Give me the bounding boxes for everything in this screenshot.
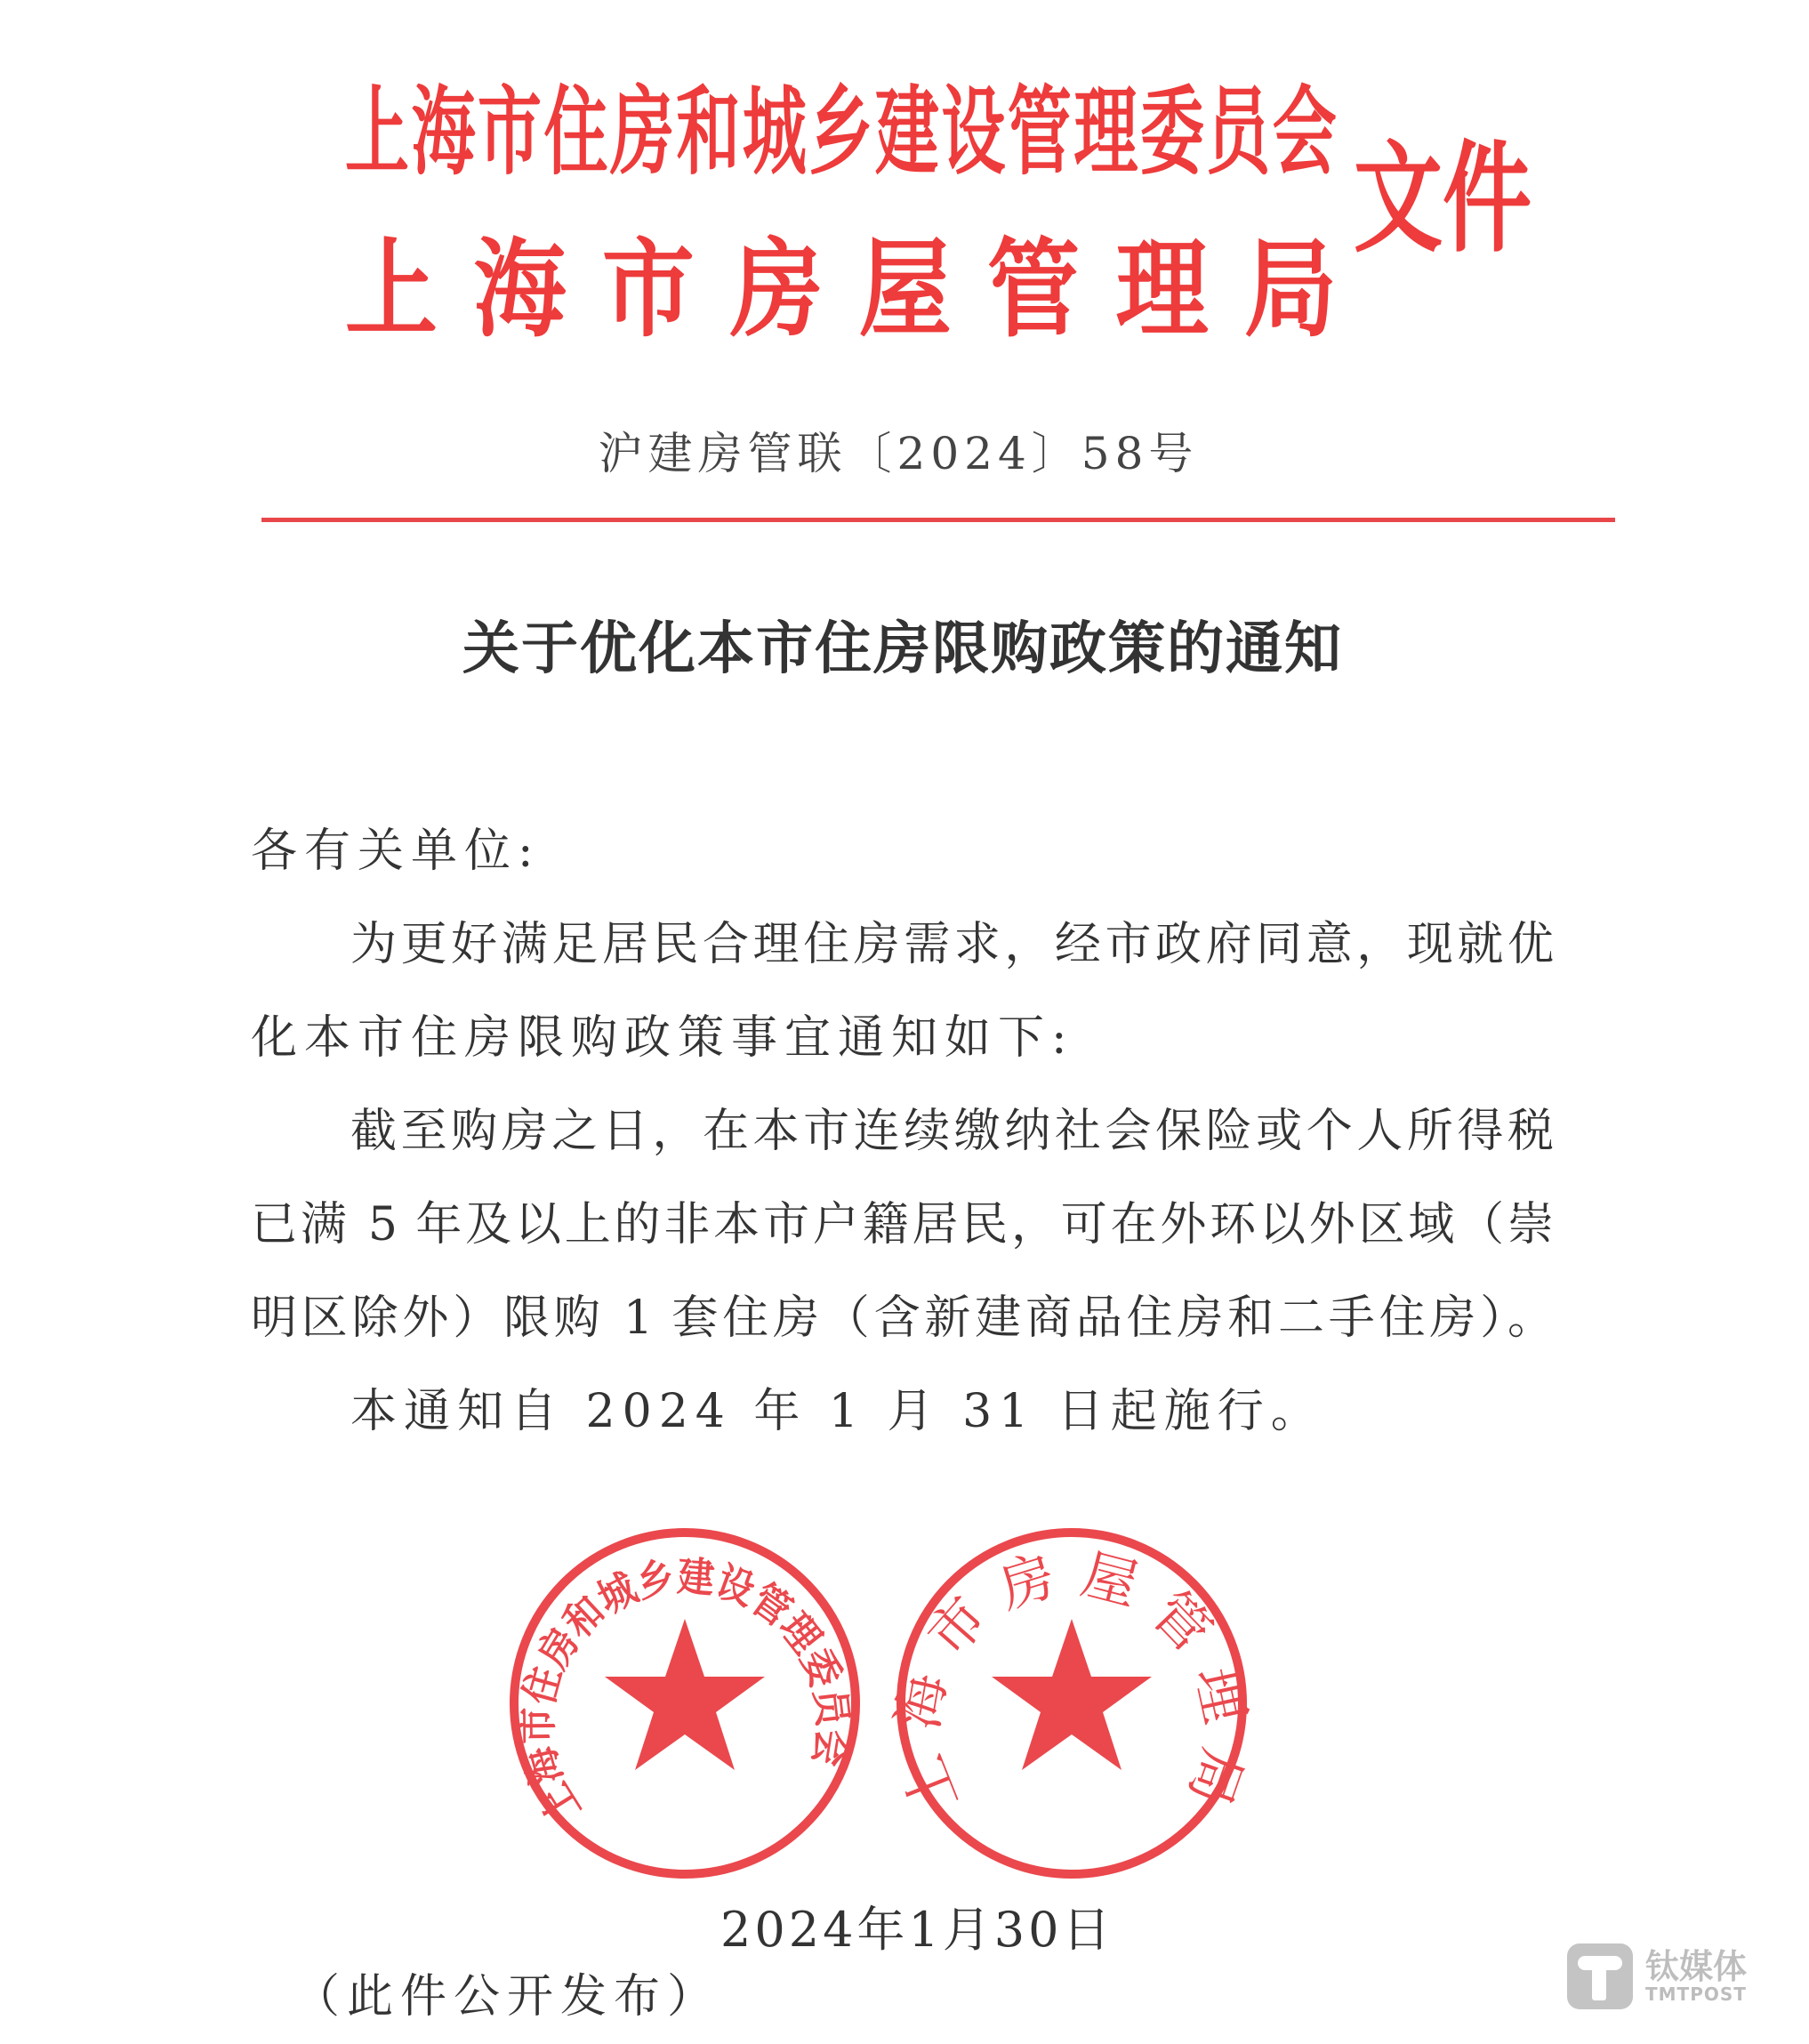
star-icon (992, 1619, 1152, 1770)
issuer-char: 员 (1206, 76, 1271, 188)
issuer-char: 海 (411, 76, 476, 188)
red-divider (261, 518, 1615, 522)
seal-left-text: 上海市住房和城乡建设管理委员会 (512, 1551, 858, 1831)
issuer-char: 会 (1272, 76, 1337, 188)
official-seal-right (885, 1517, 1258, 1890)
issuer-char: 上 (345, 227, 438, 352)
issuer-char: 市 (601, 227, 695, 352)
issuer-char: 屋 (858, 227, 952, 352)
issuer-char: 设 (941, 76, 1006, 188)
issuer-char: 管 (1007, 76, 1072, 188)
paragraph-1-line-2: 化本市住房限购政策事宜通知如下: (251, 1011, 1074, 1065)
issuer-line-1 (345, 76, 1337, 188)
issuer-char: 房 (730, 227, 824, 352)
issuer-char: 乡 (808, 76, 873, 188)
document-number: 沪建房管联〔2024〕58号 (598, 428, 1199, 479)
issuer-char: 海 (473, 227, 567, 352)
document-body (251, 805, 1554, 1459)
document-suffix: 文件 (1354, 128, 1532, 270)
issuer-char: 局 (1243, 227, 1337, 352)
publication-note: （此件公开发布） (293, 1970, 721, 2024)
issuer-char: 管 (987, 227, 1081, 352)
issuer-char: 理 (1073, 76, 1138, 188)
paragraph-3-line-1: 本通知自 2024 年 1 月 31 日起施行。 (350, 1385, 1324, 1438)
document-title: 关于优化本市住房限购政策的通知 (462, 616, 1343, 682)
paragraph-1-line-1: 为更好满足居民合理住房需求，经市政府同意，现就优 (350, 918, 1554, 971)
issuer-char: 房 (609, 76, 674, 188)
watermark-name-cn: 钛媒体 (1645, 1947, 1748, 1986)
issuer-char: 市 (477, 76, 542, 188)
paragraph-2-line-2: 已满 5 年及以上的非本市户籍居民，可在外环以外区域（崇 (251, 1198, 1554, 1251)
issuer-char: 上 (345, 76, 410, 188)
issuer-char: 和 (676, 76, 741, 188)
issuer-char: 城 (742, 76, 807, 188)
star-icon (605, 1619, 765, 1770)
paragraph-2-line-1: 截至购房之日，在本市连续缴纳社会保险或个人所得税 (350, 1105, 1554, 1158)
official-seal-left (498, 1517, 872, 1890)
paragraph-2-line-3: 明区除外）限购 1 套住房（含新建商品住房和二手住房）。 (251, 1292, 1554, 1345)
watermark-name-en: TMTPOST (1645, 1984, 1747, 2005)
watermark-logo (1567, 1943, 1747, 2009)
tmtpost-logo-icon (1567, 1943, 1633, 2009)
issuer-char: 建 (874, 76, 939, 188)
issuer-char: 理 (1115, 227, 1209, 352)
seal-right-text: 上海市房屋管理局 (885, 1541, 1258, 1822)
issue-date: 2024年1月30日 (720, 1902, 1114, 1958)
issuer-line-2 (345, 227, 1337, 352)
issuer-char: 住 (543, 76, 608, 188)
salutation: 各有关单位: (251, 825, 541, 878)
issuer-char: 委 (1139, 76, 1204, 188)
